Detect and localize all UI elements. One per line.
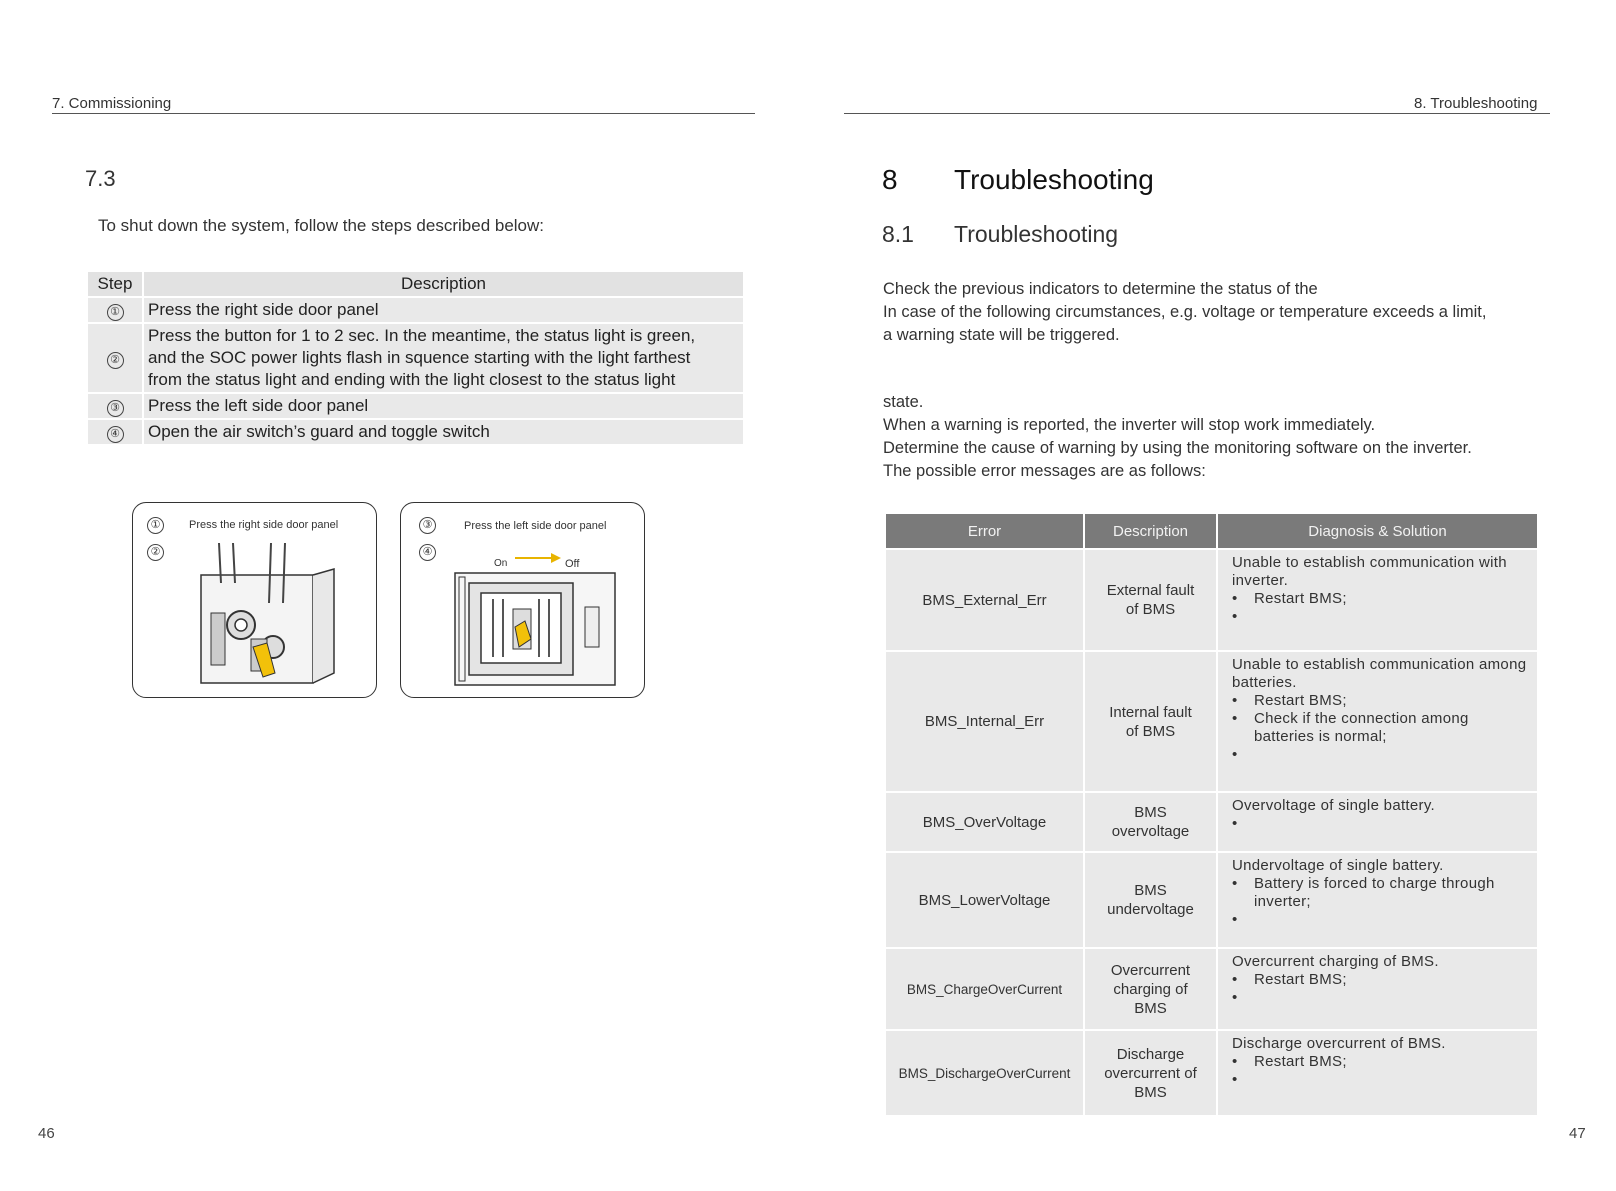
step-description: Press the button for 1 to 2 sec. In the meantime, the status light is green, and the SOC power lights flash in squence starting with the light farthest from the status light and ending with the light closest to the status light (144, 324, 743, 392)
error-diagnosis: Unable to establish communication with inverter. • Restart BMS; (1218, 550, 1537, 650)
error-description: Discharge overcurrent of BMS (1085, 1031, 1216, 1115)
figure-left-door-panel (400, 502, 645, 698)
column-header-diagnosis: Diagnosis & Solution (1218, 514, 1537, 548)
section-number: 7.3 (85, 166, 116, 191)
table-row (886, 652, 1537, 791)
error-description: External fault of BMS (1085, 550, 1216, 650)
chapter-title: Troubleshooting (954, 164, 1154, 195)
right-header-rule (844, 113, 1550, 114)
column-header-error: Error (886, 514, 1083, 548)
error-description: BMS undervoltage (1085, 853, 1216, 947)
page-number: 47 (1569, 1125, 1586, 1142)
page-number: 46 (38, 1125, 55, 1142)
table-row (886, 949, 1537, 1029)
arrow-right-icon (513, 551, 563, 565)
step-mark: ② (147, 544, 164, 561)
step-mark: ④ (419, 544, 436, 561)
switch-off-label: Off (565, 558, 580, 570)
error-code: BMS_LowerVoltage (886, 853, 1083, 947)
step-mark: ③ (419, 517, 436, 534)
section-number: 8.1 (882, 221, 914, 247)
error-code: BMS_OverVoltage (886, 793, 1083, 851)
error-code: BMS_ChargeOverCurrent (886, 949, 1083, 1029)
table-row (886, 550, 1537, 650)
figure-caption: Press the right side door panel (189, 519, 339, 531)
column-header-description: Description (1085, 514, 1216, 548)
table-row (886, 793, 1537, 851)
error-code: BMS_DischargeOverCurrent (886, 1031, 1083, 1115)
step-number: ③ (88, 394, 142, 418)
error-description: Overcurrent charging of BMS (1085, 949, 1216, 1029)
step-description: Press the right side door panel (144, 298, 743, 322)
column-header-description: Description (144, 272, 743, 296)
column-header-step: Step (88, 272, 142, 296)
error-diagnosis: Unable to establish communication among batteries. • Restart BMS; • Check if the connection among batteries is normal; (1218, 652, 1537, 791)
figure-caption: Press the left side door panel (464, 520, 607, 532)
table-header-row (886, 514, 1537, 548)
table-row (88, 324, 743, 392)
left-header-rule (52, 113, 755, 114)
error-description: BMS overvoltage (1085, 793, 1216, 851)
section-title: Troubleshooting (954, 221, 1119, 247)
air-switch-illustration (451, 569, 627, 693)
left-running-header: 7. Commissioning (52, 95, 172, 112)
error-diagnosis: Overcurrent charging of BMS. • Restart BMS; (1218, 949, 1537, 1029)
step-mark: ① (147, 517, 164, 534)
error-code: BMS_External_Err (886, 550, 1083, 650)
table-row (886, 1031, 1537, 1115)
switch-on-label: On (494, 558, 508, 569)
table-header-row (88, 272, 743, 296)
table-row (88, 420, 743, 444)
step-number: ② (88, 324, 142, 392)
shutdown-intro: To shut down the system, follow the steps described below: (98, 216, 545, 235)
shutdown-steps-table (86, 270, 745, 446)
table-row (88, 394, 743, 418)
figure-right-door-panel (132, 502, 377, 698)
step-description: Press the left side door panel (144, 394, 743, 418)
table-row (88, 298, 743, 322)
error-diagnosis: Discharge overcurrent of BMS. • Restart BMS; (1218, 1031, 1537, 1115)
right-running-header: 8. Troubleshooting (1414, 95, 1538, 112)
step-description: Open the air switch’s guard and toggle switch (144, 420, 743, 444)
step-number: ④ (88, 420, 142, 444)
error-code: BMS_Internal_Err (886, 652, 1083, 791)
intro-paragraph: Check the previous indicators to determine the status of the In case of the following circumstances, e.g. voltage or temperature exceeds a limit, a warning state will be triggered. (883, 280, 1487, 344)
table-row (886, 853, 1537, 947)
error-messages-table (884, 512, 1539, 1117)
error-description: Internal fault of BMS (1085, 652, 1216, 791)
error-diagnosis: Overvoltage of single battery. (1218, 793, 1537, 851)
chapter-number: 8 (882, 164, 898, 195)
warning-paragraph: state. When a warning is reported, the inverter will stop work immediately. Determine the cause of warning by using the monitoring software on the inverter. The possible error messages are as follows: (883, 393, 1472, 480)
step-number: ① (88, 298, 142, 322)
battery-door-illustration (189, 543, 339, 693)
error-diagnosis: Undervoltage of single battery. • Battery is forced to charge through inverter; (1218, 853, 1537, 947)
